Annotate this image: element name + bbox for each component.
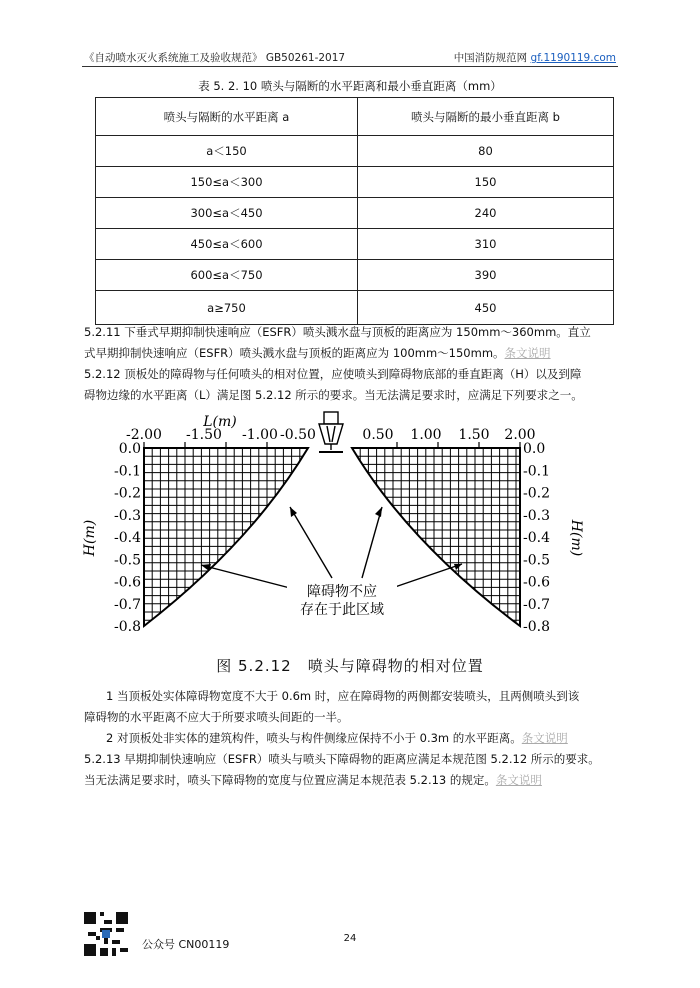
x-tick-label: 1.50 <box>458 427 490 443</box>
clause-line: 5.2.11 下垂式早期抑制快速响应（ESFR）喷头溅水盘与顶板的距离应为 150mm～360mm。直立 <box>84 325 591 339</box>
y-tick-label: -0.3 <box>114 507 141 524</box>
table-cell: 240 <box>358 198 614 229</box>
clause-5-2-11 <box>84 322 618 406</box>
header-site-link[interactable]: gf.1190119.com <box>530 52 616 64</box>
x-tick-label: 0.50 <box>362 427 394 443</box>
x-tick-label: -2.00 <box>126 427 162 443</box>
obstruction-figure <box>80 410 620 635</box>
left-forbidden-zone <box>144 448 308 626</box>
y-tick-labels-left <box>114 441 141 635</box>
x-tick-label: -1.00 <box>242 427 278 443</box>
y-tick-label: -0.3 <box>523 507 550 524</box>
page-number: 24 <box>343 933 357 944</box>
header-doc-title: 《自动喷水灭火系统施工及验收规范》 GB50261-2017 <box>84 52 346 64</box>
table-row <box>96 229 614 260</box>
header-divider <box>82 66 618 67</box>
y-tick-label: -0.7 <box>523 596 550 613</box>
table-cell: a≥750 <box>96 291 358 325</box>
annotation-line: 存在于此区域 <box>300 602 384 618</box>
table-cell: 150 <box>358 167 614 198</box>
clause-line <box>84 770 618 791</box>
x-tick-label: 1.00 <box>410 427 442 443</box>
y-tick-label: -0.6 <box>523 574 550 591</box>
table-cell: 390 <box>358 260 614 291</box>
header-site-name: 中国消防规范网 <box>453 52 528 64</box>
table-row <box>96 260 614 291</box>
y-tick-label: -0.2 <box>523 485 550 502</box>
y-tick-label: -0.2 <box>114 485 141 502</box>
y-tick-label: -0.7 <box>114 596 141 613</box>
y-tick-label: -0.1 <box>114 463 141 480</box>
clause-line <box>84 343 618 364</box>
table-cell: a＜150 <box>96 136 358 167</box>
header-site <box>454 50 616 65</box>
table-header-row <box>96 98 614 136</box>
annotation-line: 障碍物不应 <box>307 584 377 600</box>
y-tick-labels-right <box>523 441 550 635</box>
sprinkler-head-icon <box>319 412 343 452</box>
table-header-cell: 喷头与隔断的最小垂直距离 b <box>358 98 614 136</box>
table-cell: 310 <box>358 229 614 260</box>
annotation-arrows <box>201 507 462 588</box>
y-tick-label: -0.4 <box>523 530 550 546</box>
clause-items <box>84 686 618 791</box>
clause-text: 当无法满足要求时，喷头下障碍物的宽度与位置应满足本规范表 5.2.13 的规定。 <box>84 773 496 787</box>
commentary-link[interactable]: 条文说明 <box>495 773 542 787</box>
table-cell: 450≤a＜600 <box>96 229 358 260</box>
y-tick-label: 0.0 <box>523 441 546 457</box>
y-tick-label: -0.1 <box>523 463 550 480</box>
commentary-link[interactable]: 条文说明 <box>521 731 568 745</box>
y-tick-label: -0.8 <box>523 619 550 635</box>
y-tick-label: -0.6 <box>114 574 141 591</box>
clause-line: 障碍物的水平距离不应大于所要求喷头间距的一半。 <box>84 710 349 724</box>
clause-text: 2 对顶板处非实体的建筑构件，喷头与构件侧缘应保持不小于 0.3m 的水平距离。 <box>106 731 522 745</box>
x-tick-label: -1.50 <box>186 427 222 443</box>
clause-line: 5.2.13 早期抑制快速响应（ESFR）喷头与喷头下障碍物的距离应满足本规范图 5.2.12 所示的要求。 <box>84 752 600 766</box>
y-tick-label: -0.5 <box>114 552 141 569</box>
x-tick-label: 2.00 <box>504 427 536 443</box>
y-axis-label-left: H(m) <box>82 519 98 557</box>
table-row <box>96 198 614 229</box>
table-row <box>96 167 614 198</box>
clause-line: 5.2.12 顶板处的障碍物与任何喷头的相对位置，应使喷头到障碍物底部的垂直距离（H）以及到障 <box>84 367 582 381</box>
commentary-link[interactable]: 条文说明 <box>504 346 551 360</box>
distance-table <box>95 97 614 325</box>
table-cell: 150≤a＜300 <box>96 167 358 198</box>
table-cell: 300≤a＜450 <box>96 198 358 229</box>
clause-text: 式早期抑制快速响应（ESFR）喷头溅水盘与顶板的距离应为 100mm～150mm。 <box>84 346 505 360</box>
table-row <box>96 136 614 167</box>
y-tick-label: -0.4 <box>114 530 141 546</box>
figure-caption: 图 5.2.12 喷头与障碍物的相对位置 <box>216 657 484 675</box>
x-tick-label: -0.50 <box>280 427 316 443</box>
wechat-account: 公众号 CN00119 <box>142 938 230 951</box>
clause-line <box>84 728 618 749</box>
table-row <box>96 291 614 325</box>
clause-line: 1 当顶板处实体障碍物宽度不大于 0.6m 时，应在障碍物的两侧都安装喷头，且两侧喷头到该 <box>106 689 580 703</box>
table-cell: 600≤a＜750 <box>96 260 358 291</box>
table-cell: 80 <box>358 136 614 167</box>
table-header-cell: 喷头与隔断的水平距离 a <box>96 98 358 136</box>
table-cell: 450 <box>358 291 614 325</box>
y-axis-label-right: H(m) <box>568 519 584 557</box>
x-axis-label: L(m) <box>203 414 237 430</box>
clause-line: 碍物边缘的水平距离（L）满足图 5.2.12 所示的要求。当无法满足要求时，应满足下列要求之一。 <box>84 388 583 402</box>
y-tick-label: -0.5 <box>523 552 550 569</box>
y-tick-label: 0.0 <box>118 441 141 457</box>
table-caption: 表 5. 2. 10 喷头与隔断的水平距离和最小垂直距离（mm） <box>198 79 502 93</box>
y-tick-label: -0.8 <box>114 619 141 635</box>
